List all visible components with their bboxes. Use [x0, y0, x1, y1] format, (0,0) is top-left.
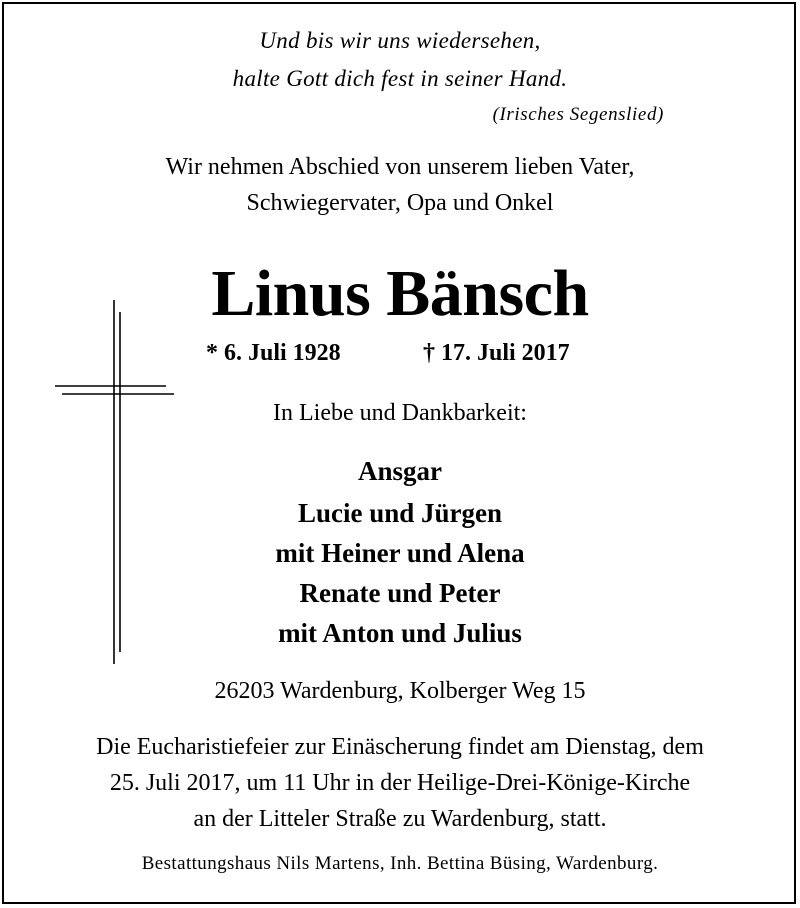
birth-date: * 6. Juli 1928	[206, 340, 341, 366]
intro-line-1: Wir nehmen Abschied von unserem lieben Vater,	[165, 154, 635, 180]
deceased-name: Linus Bänsch	[211, 257, 589, 330]
undertaker-line: Bestattungshaus Nils Martens, Inh. Bettina Büsing, Wardenburg.	[141, 853, 659, 874]
motto-line-1: Und bis wir uns wiedersehen,	[259, 28, 541, 53]
thanks-line: In Liebe und Dankbarkeit:	[273, 400, 527, 426]
motto-line-2: halte Gott dich fest in seiner Hand.	[232, 66, 568, 91]
address: 26203 Wardenburg, Kolberger Weg 15	[214, 678, 586, 704]
service-line-3: an der Litteler Straße zu Wardenburg, statt.	[193, 806, 607, 832]
family-member: Ansgar	[357, 456, 442, 486]
death-date: † 17. Juli 2017	[423, 340, 570, 366]
family-member: mit Heiner und Alena	[275, 538, 525, 568]
family-member: Renate und Peter	[299, 578, 501, 608]
service-line-2: 25. Juli 2017, um 11 Uhr in der Heilige-Drei-Könige-Kirche	[109, 770, 691, 796]
intro-line-2: Schwiegervater, Opa und Onkel	[246, 190, 554, 216]
service-line-1: Die Eucharistiefeier zur Einäscherung findet am Dienstag, dem	[96, 734, 704, 760]
family-member: Lucie und Jürgen	[297, 498, 503, 528]
motto-source: (Irisches Segenslied)	[492, 104, 664, 125]
family-member: mit Anton und Julius	[278, 618, 522, 648]
